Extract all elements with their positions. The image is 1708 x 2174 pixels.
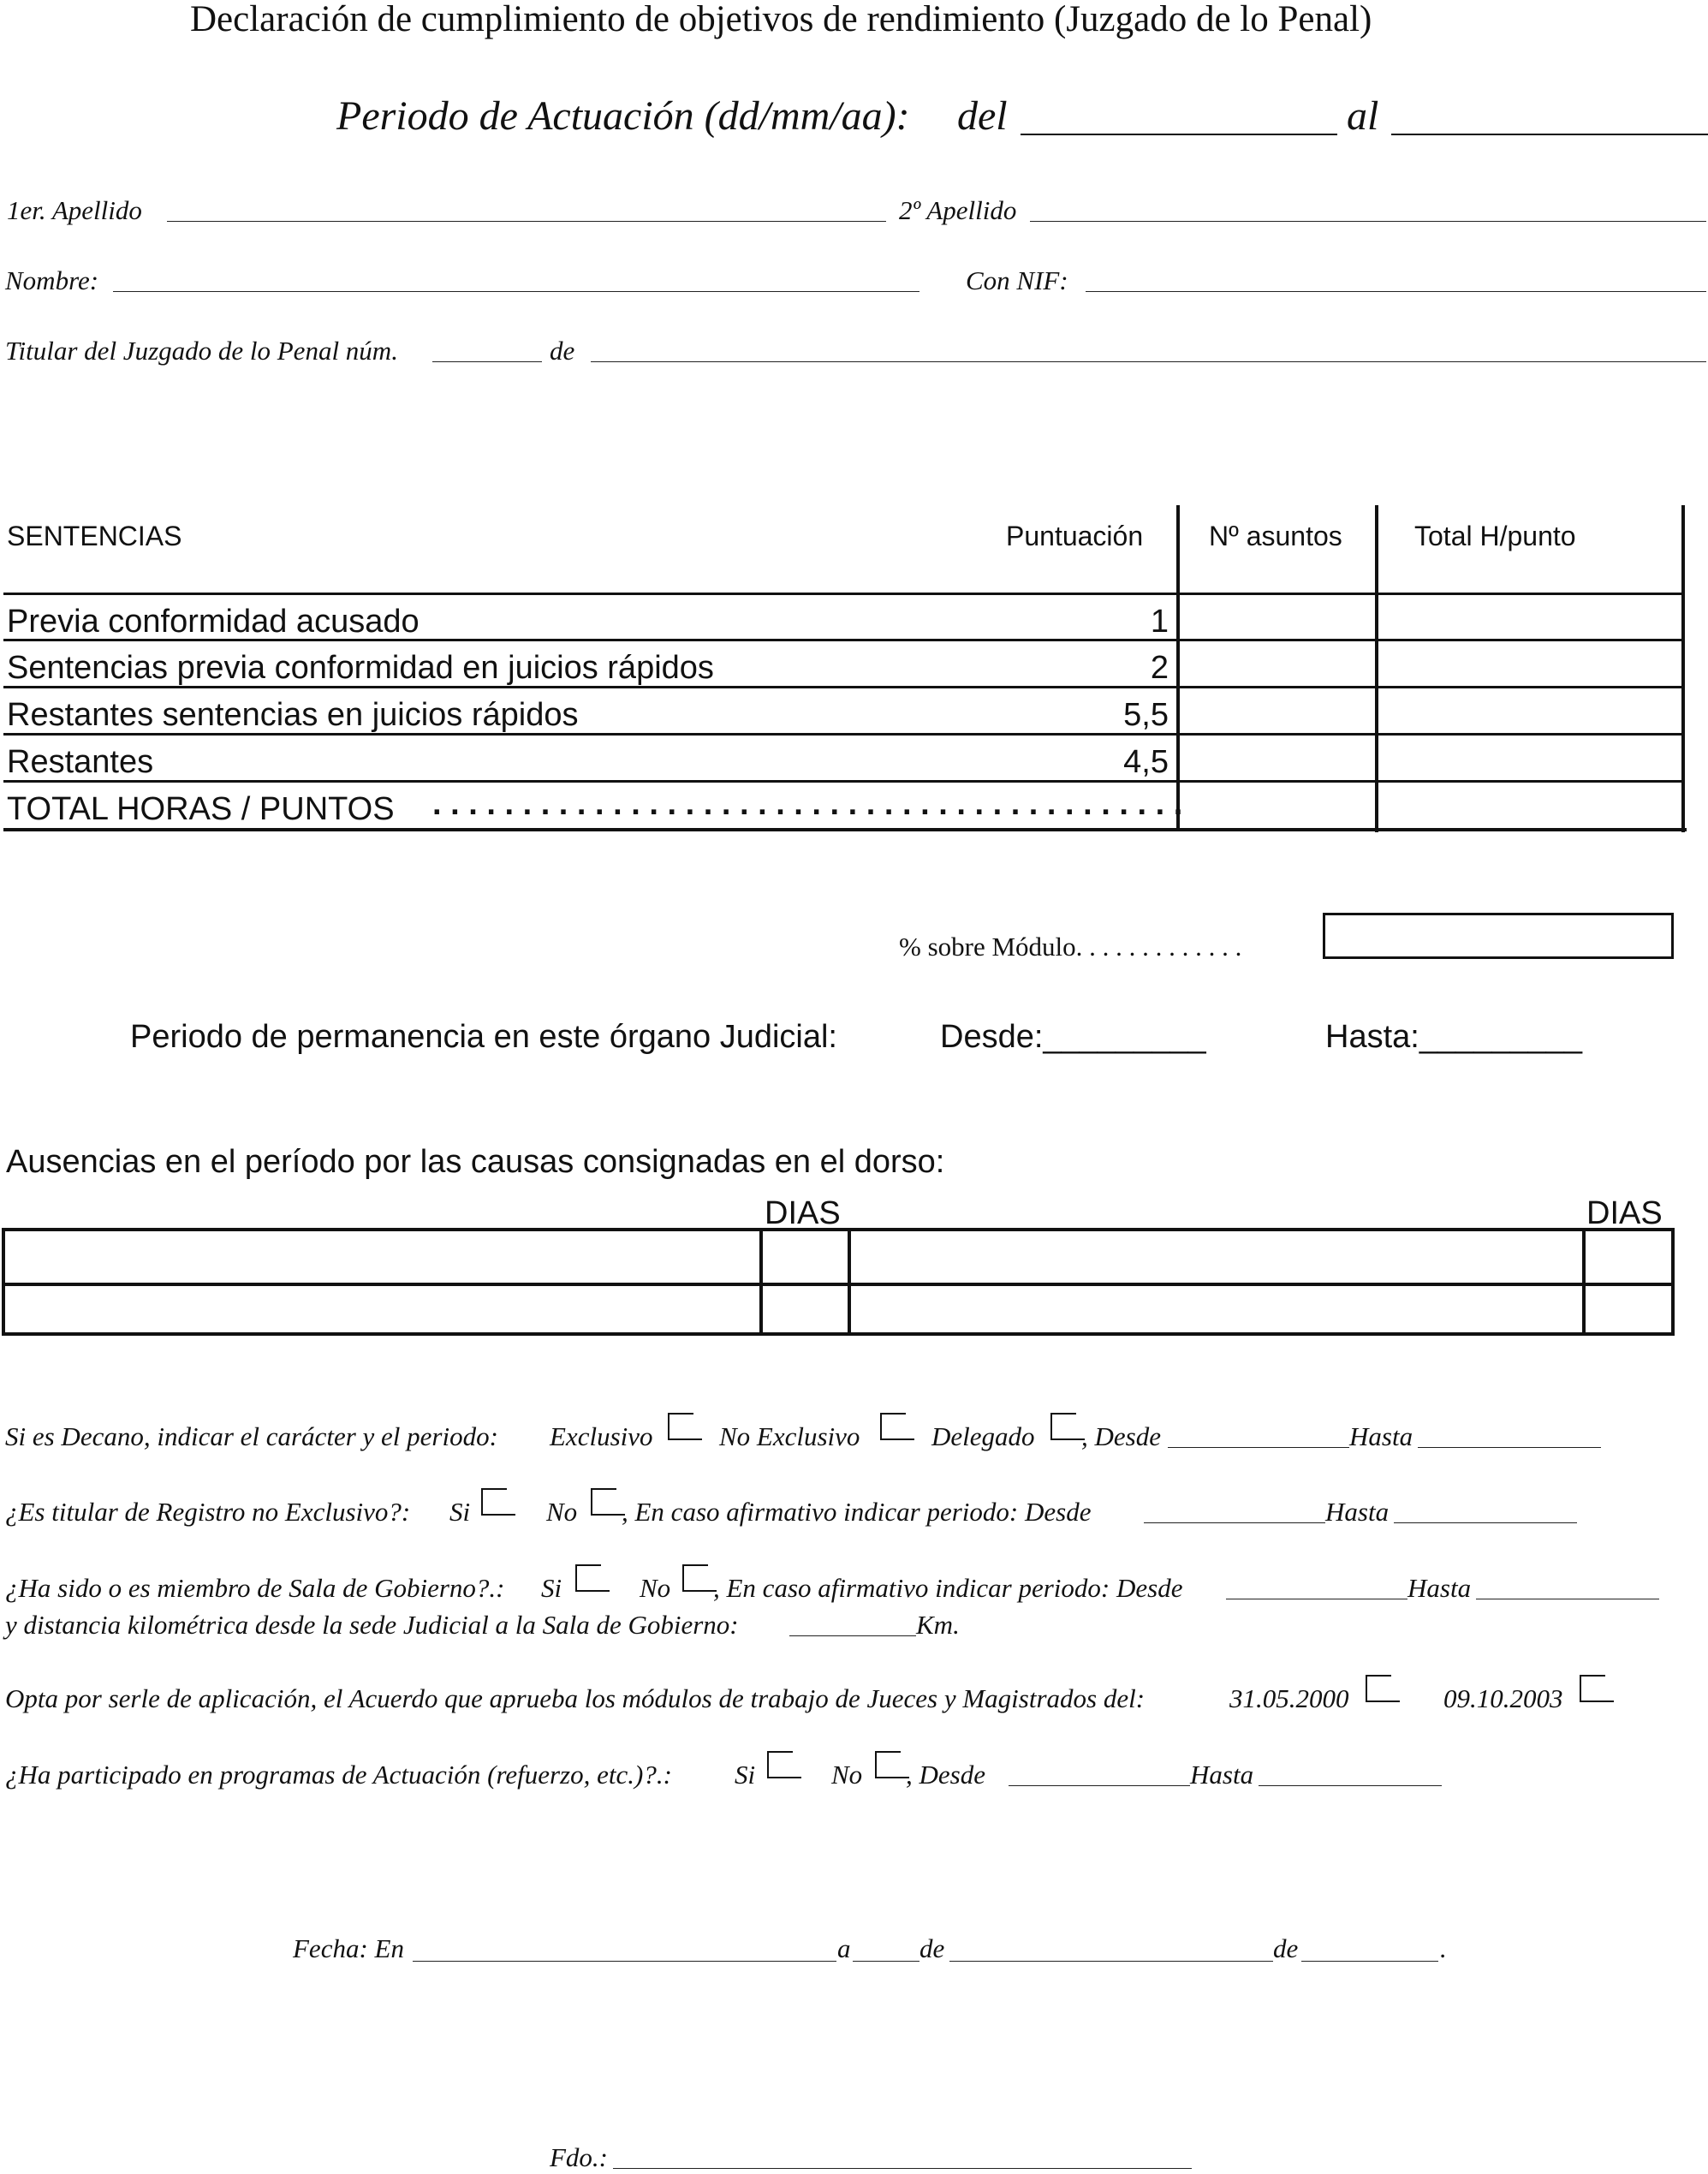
fecha-lugar-field[interactable] <box>413 1961 836 1962</box>
titular-de-label: de <box>550 336 575 366</box>
sala-no-label: No <box>640 1573 671 1603</box>
header-asuntos: Nº asuntos <box>1209 521 1342 551</box>
sala-km-field[interactable] <box>789 1635 916 1636</box>
decano-hasta-label: Hasta <box>1349 1421 1413 1451</box>
fecha-label: Fecha: En <box>293 1933 404 1963</box>
col-divider <box>1681 505 1685 832</box>
acuerdo-date2-label: 09.10.2003 <box>1443 1683 1563 1713</box>
firma-label: Fdo.: <box>550 2142 609 2172</box>
table-rule <box>3 593 1685 595</box>
nif-field[interactable] <box>1086 291 1706 292</box>
apellido1-field[interactable] <box>167 221 886 222</box>
table-rule <box>3 828 1687 831</box>
permanencia-label: Periodo de permanencia en este órgano Judicial: <box>130 1019 837 1055</box>
fecha-dia-field[interactable] <box>853 1961 919 1962</box>
decano-delegado-label: Delegado <box>931 1421 1035 1451</box>
page-title: Declaración de cumplimiento de objetivos de rendimiento (Juzgado de lo Penal) <box>190 0 1372 39</box>
sala-question: ¿Ha sido o es miembro de Sala de Gobierno?.: <box>5 1573 505 1603</box>
nombre-field[interactable] <box>113 291 919 292</box>
sala-afirmativo-label: , En caso afirmativo indicar periodo: Desde <box>713 1573 1183 1603</box>
table-rule <box>2 1228 1675 1231</box>
decano-no-exclusivo-label: No Exclusivo <box>719 1421 860 1451</box>
col-divider <box>759 1228 763 1336</box>
registro-si-label: Si <box>449 1497 471 1527</box>
ausencia-days-cell[interactable] <box>765 1288 845 1331</box>
apellido2-field[interactable] <box>1030 221 1706 222</box>
registro-afirmativo-label: , En caso afirmativo indicar periodo: Desde <box>622 1497 1092 1527</box>
table-row-score: 2 <box>1150 650 1169 686</box>
total-cell[interactable] <box>1378 596 1680 637</box>
col-divider <box>1375 505 1378 832</box>
programas-desde-field[interactable] <box>1009 1785 1190 1786</box>
checkbox-underline <box>767 1777 801 1778</box>
period-del-label: del <box>957 93 1008 139</box>
header-total: Total H/punto <box>1414 521 1576 551</box>
dias-header-2: DIAS <box>1586 1195 1663 1231</box>
firma-field[interactable] <box>613 2168 1192 2169</box>
checkbox-underline <box>682 1590 717 1592</box>
sala-hasta-label: Hasta <box>1407 1573 1472 1603</box>
acuerdo-date1-checkbox[interactable] <box>1366 1675 1391 1700</box>
fecha-a-label: a <box>837 1933 851 1963</box>
sala-no-checkbox[interactable] <box>682 1564 708 1590</box>
sala-si-checkbox[interactable] <box>575 1564 601 1590</box>
decano-delegado-checkbox[interactable] <box>1050 1413 1076 1438</box>
table-row-score: 1 <box>1150 604 1169 640</box>
apellido2-label: 2º Apellido <box>899 195 1017 225</box>
checkbox-underline <box>481 1514 515 1516</box>
registro-hasta-field[interactable] <box>1394 1522 1577 1523</box>
table-row-label: Sentencias previa conformidad en juicios rápidos <box>7 650 714 686</box>
total-horas-label: TOTAL HORAS / PUNTOS <box>7 791 395 827</box>
juzgado-num-field[interactable] <box>432 361 542 362</box>
nombre-label: Nombre: <box>5 265 99 295</box>
modulo-box[interactable] <box>1323 913 1674 959</box>
fecha-period: . <box>1440 1933 1447 1963</box>
programas-si-checkbox[interactable] <box>767 1751 793 1777</box>
checkbox-underline <box>1580 1700 1614 1702</box>
programas-desde-label: , Desde <box>906 1760 985 1790</box>
programas-no-checkbox[interactable] <box>875 1751 901 1777</box>
period-to-field[interactable] <box>1391 134 1708 135</box>
decano-exclusivo-label: Exclusivo <box>550 1421 653 1451</box>
programas-no-label: No <box>831 1760 863 1790</box>
fecha-de1-label: de <box>919 1933 945 1963</box>
registro-no-checkbox[interactable] <box>591 1488 616 1514</box>
checkbox-underline <box>880 1438 914 1440</box>
ausencia-cause-cell[interactable] <box>7 1233 757 1281</box>
table-rule <box>3 780 1685 783</box>
acuerdo-question: Opta por serle de aplicación, el Acuerdo que aprueba los módulos de trabajo de Jueces y Magistrados del: <box>5 1683 1146 1713</box>
ausencia-cause-cell[interactable] <box>853 1288 1580 1331</box>
period-label: Periodo de Actuación (dd/mm/aa): <box>336 93 910 139</box>
decano-desde-label: , Desde <box>1081 1421 1161 1451</box>
programas-question: ¿Ha participado en programas de Actuación (refuerzo, etc.)?.: <box>5 1760 672 1790</box>
sala-km-label: Km. <box>916 1610 960 1640</box>
ausencia-days-cell[interactable] <box>765 1233 845 1281</box>
sala-distancia-label: y distancia kilométrica desde la sede Judicial a la Sala de Gobierno: <box>5 1610 739 1640</box>
table-rule <box>2 1283 1675 1286</box>
decano-hasta-field[interactable] <box>1418 1447 1601 1448</box>
programas-hasta-label: Hasta <box>1190 1760 1254 1790</box>
programas-si-label: Si <box>735 1760 756 1790</box>
decano-exclusivo-checkbox[interactable] <box>668 1413 693 1438</box>
checkbox-underline <box>1050 1438 1085 1440</box>
fecha-anio-field[interactable] <box>1301 1961 1438 1962</box>
ausencia-days-cell[interactable] <box>1587 1288 1669 1331</box>
period-al-label: al <box>1347 93 1379 139</box>
ausencia-cause-cell[interactable] <box>7 1288 757 1331</box>
col-divider <box>1582 1228 1586 1336</box>
fecha-mes-field[interactable] <box>949 1961 1273 1962</box>
permanencia-hasta[interactable]: Hasta:_________ <box>1325 1019 1583 1055</box>
acuerdo-date2-checkbox[interactable] <box>1580 1675 1605 1700</box>
sala-si-label: Si <box>541 1573 562 1603</box>
period-from-field[interactable] <box>1021 134 1337 135</box>
fecha-de2-label: de <box>1273 1933 1299 1963</box>
asuntos-cell[interactable] <box>1180 596 1373 637</box>
registro-question: ¿Es titular de Registro no Exclusivo?: <box>5 1497 411 1527</box>
table-rule <box>2 1332 1675 1336</box>
dias-header-1: DIAS <box>765 1195 841 1231</box>
table-row-label: Previa conformidad acusado <box>7 604 420 640</box>
decano-no-exclusivo-checkbox[interactable] <box>880 1413 906 1438</box>
titular-label: Titular del Juzgado de lo Penal núm. <box>5 336 398 366</box>
registro-desde-field[interactable] <box>1144 1522 1325 1523</box>
checkbox-underline <box>591 1514 625 1516</box>
table-row-score: 4,5 <box>1123 744 1169 780</box>
registro-si-checkbox[interactable] <box>481 1488 507 1514</box>
decano-question: Si es Decano, indicar el carácter y el periodo: <box>5 1421 498 1451</box>
checkbox-underline <box>875 1777 909 1778</box>
header-sentencias: SENTENCIAS <box>7 521 182 551</box>
col-divider <box>2 1228 5 1336</box>
juzgado-city-field[interactable] <box>591 361 1706 362</box>
decano-desde-field[interactable] <box>1168 1447 1349 1448</box>
programas-hasta-field[interactable] <box>1259 1785 1442 1786</box>
table-row-label: Restantes sentencias en juicios rápidos <box>7 697 579 733</box>
header-puntuacion: Puntuación <box>1006 521 1144 551</box>
ausencia-days-cell[interactable] <box>1587 1233 1669 1281</box>
table-row-score: 5,5 <box>1123 697 1169 733</box>
registro-hasta-label: Hasta <box>1325 1497 1390 1527</box>
col-divider <box>848 1228 851 1336</box>
modulo-label: % sobre Módulo. . . . . . . . . . . . . <box>899 932 1242 962</box>
ausencia-cause-cell[interactable] <box>853 1233 1580 1281</box>
acuerdo-date1-label: 31.05.2000 <box>1229 1683 1349 1713</box>
apellido1-label: 1er. Apellido <box>7 195 142 225</box>
total-dots: . . . . . . . . . . . . . . . . . . . . . . . . . . . . . . . . . . . . . . . . . . <box>432 786 1183 822</box>
nif-label: Con NIF: <box>966 265 1068 295</box>
checkbox-underline <box>575 1590 610 1592</box>
ausencias-label: Ausencias en el período por las causas consignadas en el dorso: <box>6 1144 945 1180</box>
registro-no-label: No <box>546 1497 578 1527</box>
col-divider <box>1671 1228 1675 1336</box>
table-row-label: Restantes <box>7 744 154 780</box>
checkbox-underline <box>1366 1700 1400 1702</box>
permanencia-desde[interactable]: Desde:_________ <box>940 1019 1206 1055</box>
checkbox-underline <box>668 1438 702 1440</box>
